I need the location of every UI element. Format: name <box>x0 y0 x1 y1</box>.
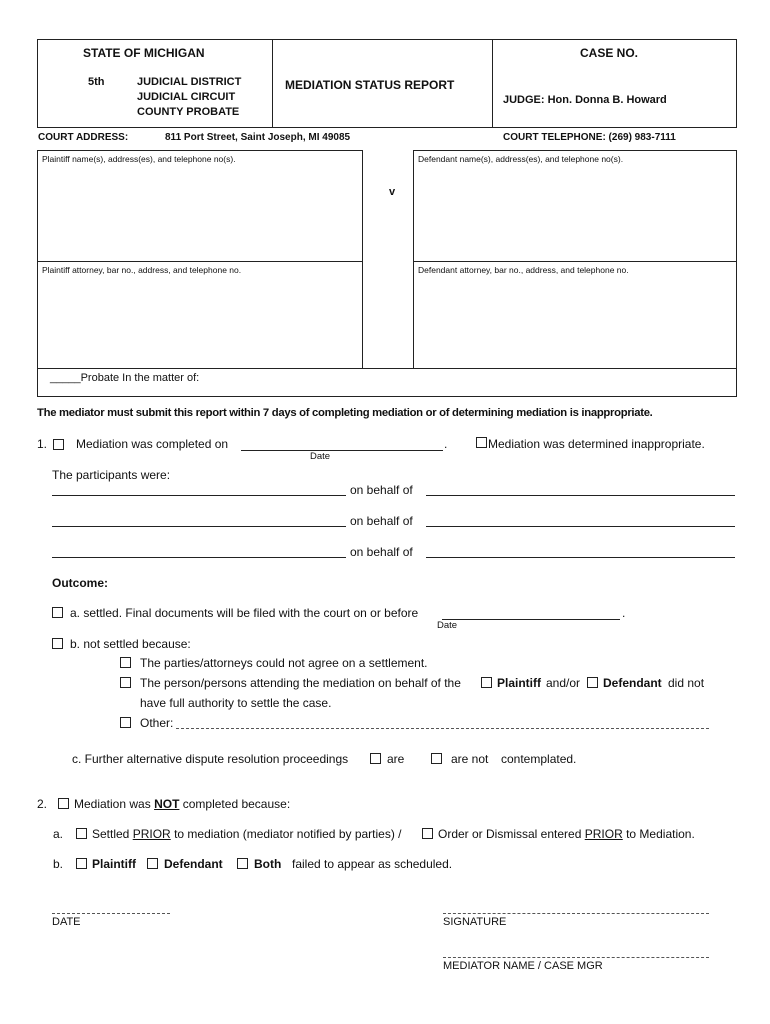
failed-both-label: Both <box>254 857 282 871</box>
participant-party-line-3[interactable] <box>426 557 735 558</box>
plaintiff-label: Plaintiff name(s), address(es), and telephone no(s). <box>42 154 236 164</box>
court-address-value: 811 Port Street, Saint Joseph, MI 49085 <box>165 132 351 143</box>
failed-defendant-label: Defendant <box>164 857 223 871</box>
other-input-line[interactable] <box>176 728 709 729</box>
mediator-name-label: MEDIATOR NAME / CASE MGR <box>443 960 603 972</box>
versus-label: v <box>389 186 396 198</box>
completed-label: Mediation was completed on <box>76 437 229 451</box>
settled-date-line[interactable] <box>442 619 620 620</box>
header-divider-2 <box>492 39 493 128</box>
completed-checkbox[interactable] <box>53 439 64 450</box>
settled-label: a. settled. Final documents will be filed with the court on or before <box>70 606 419 620</box>
participant-party-line-1[interactable] <box>426 495 735 496</box>
case-no-label: CASE NO. <box>580 46 639 60</box>
order-dismissal-post: to Mediation. <box>626 827 695 841</box>
court-telephone: COURT TELEPHONE: (269) 983-7111 <box>503 132 676 143</box>
participant-name-line-2[interactable] <box>52 526 346 527</box>
plaintiff-box[interactable] <box>37 150 363 262</box>
adr-are-not-checkbox[interactable] <box>431 753 442 764</box>
authority-plaintiff-checkbox[interactable] <box>481 677 492 688</box>
defendant-attorney-box[interactable] <box>413 261 737 369</box>
district-number: 5th <box>88 76 105 88</box>
adr-are-label: are <box>387 752 405 766</box>
on-behalf-of-3: on behalf of <box>350 545 413 559</box>
settled-prior-pre: Settled <box>92 827 130 841</box>
no-authority-label: The person/persons attending the mediation on behalf of the <box>140 676 461 690</box>
participant-party-line-2[interactable] <box>426 526 735 527</box>
signature-line[interactable] <box>443 913 709 914</box>
not-completed-pre: Mediation was <box>74 797 151 811</box>
on-behalf-of-1: on behalf of <box>350 483 413 497</box>
not-settled-label: b. not settled because: <box>70 637 191 651</box>
no-authority-line2: have full authority to settle the case. <box>140 696 332 710</box>
on-behalf-of-2: on behalf of <box>350 514 413 528</box>
order-dismissal-checkbox[interactable] <box>422 828 433 839</box>
instruction-text: The mediator must submit this report within 7 days of completing mediation or of determining mediation is inappropriate. <box>37 407 653 419</box>
completed-period: . <box>444 437 448 451</box>
authority-defendant-checkbox[interactable] <box>587 677 598 688</box>
other-label: Other: <box>140 716 174 730</box>
court-line-1: JUDICIAL DISTRICT <box>137 76 242 88</box>
not-completed-not: NOT <box>154 797 180 811</box>
no-authority-checkbox[interactable] <box>120 677 131 688</box>
inappropriate-checkbox[interactable] <box>476 437 487 448</box>
adr-contemplated-label: contemplated. <box>501 752 577 766</box>
participants-label: The participants were: <box>52 468 171 482</box>
settled-prior-post: to mediation (mediator notified by parties) / <box>174 827 402 841</box>
court-address-label: COURT ADDRESS: <box>38 132 129 143</box>
court-line-2: JUDICIAL CIRCUIT <box>137 91 236 103</box>
order-dismissal-label <box>438 827 695 841</box>
failed-defendant-checkbox[interactable] <box>147 858 158 869</box>
judge-label: JUDGE: Hon. Donna B. Howard <box>503 94 667 106</box>
failed-plaintiff-checkbox[interactable] <box>76 858 87 869</box>
settled-prior-prior: PRIOR <box>132 827 171 841</box>
section2-number: 2. <box>37 797 48 811</box>
authority-andor-label: and/or <box>546 676 581 690</box>
settled-period: . <box>622 606 626 620</box>
settled-prior-checkbox[interactable] <box>76 828 87 839</box>
defendant-box[interactable] <box>413 150 737 262</box>
defendant-label: Defendant name(s), address(es), and telephone no(s). <box>418 154 624 164</box>
defendant-attorney-label: Defendant attorney, bar no., address, and telephone no. <box>418 265 629 275</box>
settled-prior-label <box>92 827 402 841</box>
no-agreement-label: The parties/attorneys could not agree on a settlement. <box>140 656 428 670</box>
date-label: DATE <box>52 916 81 928</box>
signature-label: SIGNATURE <box>443 916 507 928</box>
section1-number: 1. <box>37 437 48 451</box>
order-dismissal-prior: PRIOR <box>584 827 623 841</box>
not-completed-label <box>74 797 290 811</box>
plaintiff-attorney-box[interactable] <box>37 261 363 369</box>
inappropriate-label: Mediation was determined inappropriate. <box>488 437 705 451</box>
not-settled-checkbox[interactable] <box>52 638 63 649</box>
section2-a-letter: a. <box>53 827 64 841</box>
failed-plaintiff-label: Plaintiff <box>92 857 136 871</box>
plaintiff-attorney-label: Plaintiff attorney, bar no., address, and telephone no. <box>42 265 242 275</box>
settled-date-caption: Date <box>437 620 458 631</box>
participant-name-line-1[interactable] <box>52 495 346 496</box>
probate-label: _____Probate In the matter of: <box>50 372 200 384</box>
not-completed-checkbox[interactable] <box>58 798 69 809</box>
further-adr-label: c. Further alternative dispute resolution proceedings <box>72 752 349 766</box>
outcome-label: Outcome: <box>52 576 109 590</box>
failed-suffix: failed to appear as scheduled. <box>292 857 453 871</box>
settled-checkbox[interactable] <box>52 607 63 618</box>
order-dismissal-pre: Order or Dismissal entered <box>438 827 582 841</box>
authority-suffix: did not <box>668 676 705 690</box>
authority-defendant-label: Defendant <box>603 676 662 690</box>
form-title: MEDIATION STATUS REPORT <box>285 78 455 92</box>
section2-b-letter: b. <box>53 857 64 871</box>
failed-both-checkbox[interactable] <box>237 858 248 869</box>
not-completed-post: completed because: <box>182 797 291 811</box>
mediator-name-line[interactable] <box>443 957 709 958</box>
adr-are-not-label: are not <box>451 752 489 766</box>
participant-name-line-3[interactable] <box>52 557 346 558</box>
court-line-3: COUNTY PROBATE <box>137 106 240 118</box>
adr-are-checkbox[interactable] <box>370 753 381 764</box>
completed-date-caption: Date <box>310 451 331 462</box>
other-checkbox[interactable] <box>120 717 131 728</box>
authority-plaintiff-label: Plaintiff <box>497 676 541 690</box>
state-label: STATE OF MICHIGAN <box>83 46 205 60</box>
completed-date-line[interactable] <box>241 450 443 451</box>
header-divider-1 <box>272 39 273 128</box>
date-signature-line[interactable] <box>52 913 170 914</box>
no-agreement-checkbox[interactable] <box>120 657 131 668</box>
